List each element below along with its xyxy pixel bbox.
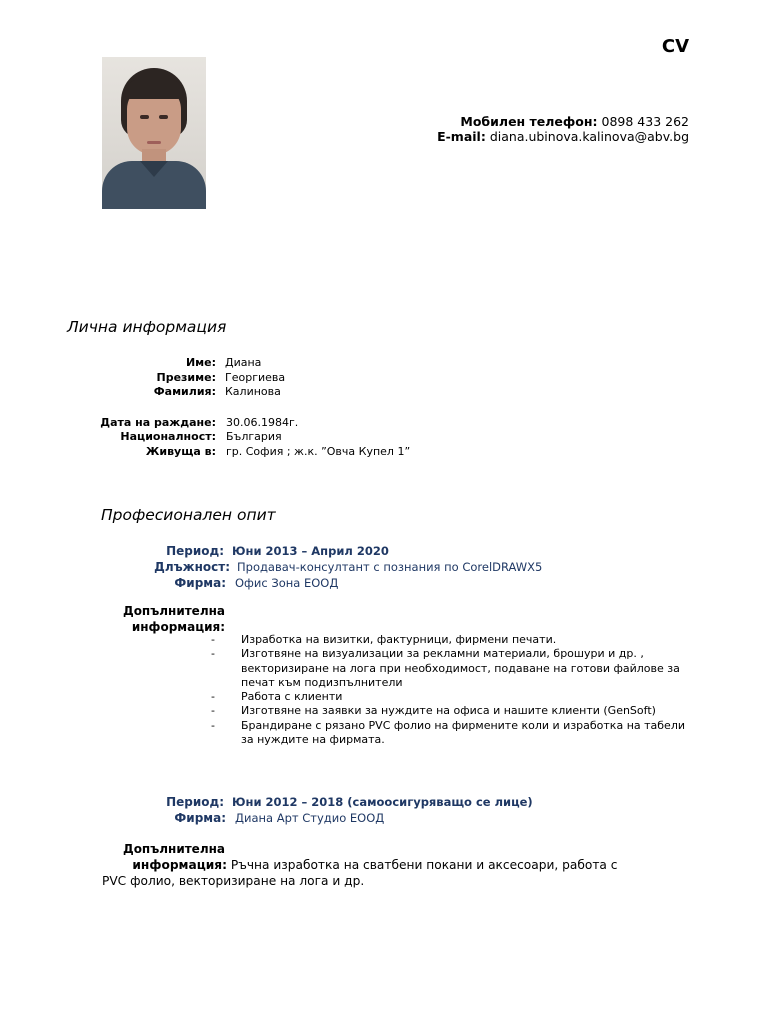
experience-heading: Професионален опит xyxy=(101,506,276,524)
job2-additional-label-line1: Допълнителна xyxy=(123,842,225,856)
job2-period-label: Период: xyxy=(166,795,224,809)
residence-label: Живуща в: xyxy=(145,445,216,458)
nationality-value: България xyxy=(226,430,282,443)
middle-name-value: Георгиева xyxy=(225,371,286,384)
bullet-dash: - xyxy=(211,718,215,732)
email-value: diana.ubinova.kalinova@abv.bg xyxy=(489,129,689,144)
bullet-dash: - xyxy=(211,633,215,646)
job1-company-label: Фирма: xyxy=(174,576,226,590)
email-label: E-mail: xyxy=(437,129,486,144)
profile-photo xyxy=(102,57,206,209)
middle-name-label: Презиме: xyxy=(156,371,216,384)
duty-text: Изработка на визитки, фактурници, фирмени печати. xyxy=(241,633,557,646)
bullet-dash: - xyxy=(211,704,215,718)
first-name-value: Диана xyxy=(225,356,262,369)
duty-text: Работа с клиенти xyxy=(241,690,343,704)
birth-date-label: Дата на раждане: xyxy=(100,416,216,429)
list-item xyxy=(211,690,691,704)
residence-value: гр. София ; ж.к. ”Овча Купел 1” xyxy=(226,445,411,458)
job2-company-value: Диана Арт Студио ЕООД xyxy=(235,811,385,825)
list-item xyxy=(211,647,691,690)
bullet-dash: - xyxy=(211,647,215,661)
list-item xyxy=(211,704,691,718)
phone-line xyxy=(437,114,689,129)
job2-additional-label-line2: информация: xyxy=(132,858,227,872)
job1-position-label: Длъжност: xyxy=(154,560,230,574)
duty-text: Изготвяне на визуализации за рекламни материали, брошури и др. , векторизиране на лога при необходимост, подаване на готови файлове за печат към подизпълнители xyxy=(241,647,680,689)
job1-period-value: Юни 2013 – Април 2020 xyxy=(232,544,389,558)
birth-date-value: 30.06.1984г. xyxy=(226,416,299,429)
job2-company-label: Фирма: xyxy=(174,811,226,825)
job1-period-label: Период: xyxy=(166,544,224,558)
duty-text: Брандиране с рязано PVC фолио на фирмените коли и изработка на табели за нуждите на фирмата. xyxy=(241,718,685,747)
job2-additional-text: Ръчна изработка на сватбени покани и аксесоари, работа с PVC фолио, векторизиране на лога и др. xyxy=(102,858,618,888)
last-name-label: Фамилия: xyxy=(153,385,216,398)
list-item xyxy=(211,719,691,748)
cv-title: CV xyxy=(661,36,689,57)
personal-info-heading: Лична информация xyxy=(67,318,227,336)
job1-duties-list xyxy=(211,633,691,747)
job1-additional-label-line2: информация: xyxy=(131,620,225,634)
duty-text: Изготвяне на заявки за нуждите на офиса и нашите клиенти (GenSoft) xyxy=(241,704,656,718)
phone-label: Мобилен телефон: xyxy=(460,114,598,129)
phone-value: 0898 433 262 xyxy=(601,114,689,129)
bullet-dash: - xyxy=(211,690,215,704)
job1-position-value: Продавач-консултант с познания по CorelDRAWX5 xyxy=(237,560,543,574)
list-item xyxy=(211,633,691,647)
last-name-value: Калинова xyxy=(225,385,281,398)
job2-additional-paragraph xyxy=(102,857,642,889)
nationality-label: Националност: xyxy=(120,430,216,443)
contact-block xyxy=(437,114,689,144)
job2-period-value: Юни 2012 – 2018 (самоосигуряващо се лице) xyxy=(232,795,533,809)
first-name-label: Име: xyxy=(185,356,216,369)
job1-additional-label-line1: Допълнителна xyxy=(123,604,225,618)
job1-company-value: Офис Зона ЕООД xyxy=(235,576,339,590)
email-line xyxy=(437,129,689,144)
